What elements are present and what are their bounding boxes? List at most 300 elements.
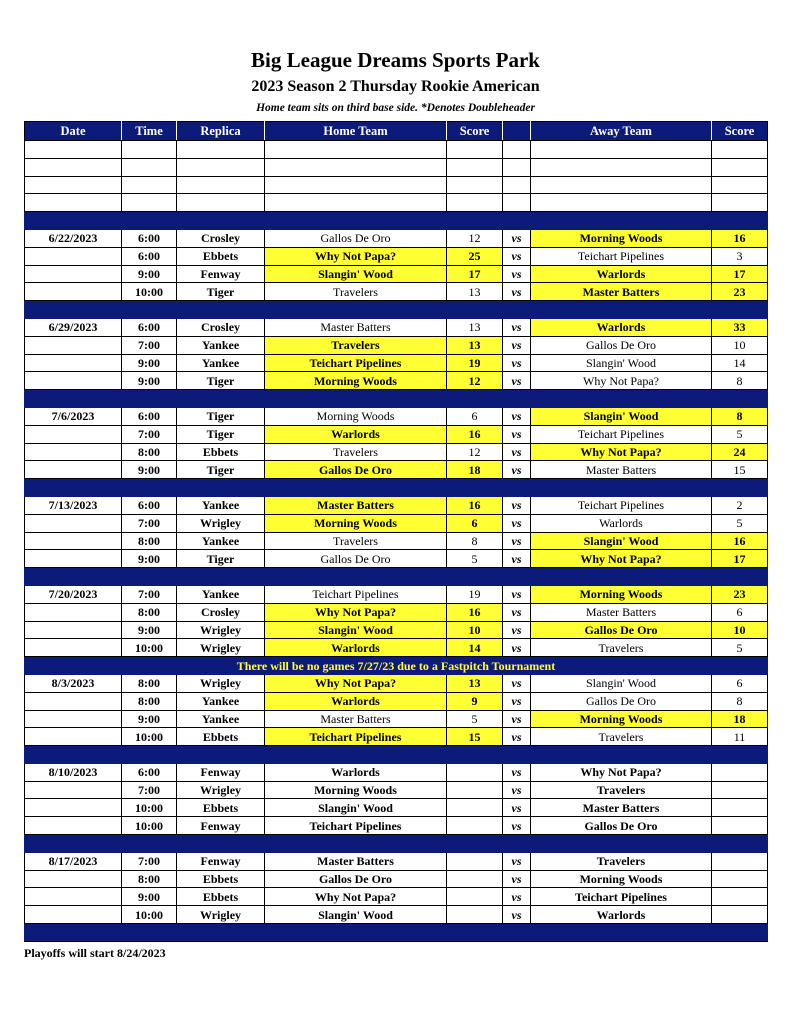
replica-cell: Fenway: [177, 852, 265, 870]
home-team-cell: Slangin' Wood: [265, 621, 447, 639]
home-score-cell: 19: [447, 585, 503, 603]
time-cell: 8:00: [122, 692, 177, 710]
away-score-cell: [712, 888, 768, 906]
blank-row: [25, 158, 768, 176]
time-cell: 7:00: [122, 852, 177, 870]
blank-away-cell: [531, 158, 712, 176]
blank-replica-cell: [177, 141, 265, 159]
col-time: Time: [122, 122, 177, 141]
time-cell: 7:00: [122, 781, 177, 799]
replica-cell: Wrigley: [177, 674, 265, 692]
time-cell: 8:00: [122, 443, 177, 461]
replica-cell: Fenway: [177, 763, 265, 781]
game-row: [25, 461, 768, 479]
home-team-cell: Warlords: [265, 425, 447, 443]
replica-cell: Ebbets: [177, 870, 265, 888]
home-team-cell: Why Not Papa?: [265, 603, 447, 621]
vs-cell: vs: [503, 496, 531, 514]
time-cell: 10:00: [122, 283, 177, 301]
replica-cell: Ebbets: [177, 799, 265, 817]
date-cell: 6/29/2023: [25, 318, 122, 336]
home-score-cell: 25: [447, 247, 503, 265]
replica-cell: Wrigley: [177, 621, 265, 639]
date-cell: [25, 354, 122, 372]
away-team-cell: Slangin' Wood: [531, 407, 712, 425]
vs-cell: vs: [503, 318, 531, 336]
away-score-cell: 23: [712, 283, 768, 301]
away-team-cell: Teichart Pipelines: [531, 247, 712, 265]
away-score-cell: 2: [712, 496, 768, 514]
home-score-cell: [447, 888, 503, 906]
blank-date-cell: [25, 158, 122, 176]
away-team-cell: Warlords: [531, 318, 712, 336]
home-team-cell: Why Not Papa?: [265, 247, 447, 265]
replica-cell: Yankee: [177, 354, 265, 372]
game-row: [25, 372, 768, 390]
blank-vs-cell: [503, 194, 531, 212]
time-cell: 9:00: [122, 621, 177, 639]
blank-away-cell: [531, 141, 712, 159]
game-row: [25, 318, 768, 336]
away-score-cell: 17: [712, 550, 768, 568]
away-score-cell: 33: [712, 318, 768, 336]
time-cell: 6:00: [122, 763, 177, 781]
time-cell: 7:00: [122, 425, 177, 443]
away-score-cell: 16: [712, 229, 768, 247]
time-cell: 9:00: [122, 888, 177, 906]
home-team-cell: Slangin' Wood: [265, 265, 447, 283]
home-team-cell: Teichart Pipelines: [265, 817, 447, 835]
vs-cell: vs: [503, 888, 531, 906]
away-score-cell: [712, 817, 768, 835]
home-team-cell: Why Not Papa?: [265, 674, 447, 692]
game-row: [25, 781, 768, 799]
game-row: [25, 763, 768, 781]
replica-cell: Yankee: [177, 336, 265, 354]
date-cell: [25, 888, 122, 906]
home-score-cell: 6: [447, 514, 503, 532]
vs-cell: vs: [503, 354, 531, 372]
home-team-cell: Travelers: [265, 443, 447, 461]
vs-cell: vs: [503, 514, 531, 532]
replica-cell: Wrigley: [177, 781, 265, 799]
blank-vs-cell: [503, 158, 531, 176]
away-team-cell: Travelers: [531, 728, 712, 746]
date-cell: 7/20/2023: [25, 585, 122, 603]
notice-row: [25, 657, 768, 675]
away-team-cell: Warlords: [531, 906, 712, 924]
away-team-cell: Master Batters: [531, 799, 712, 817]
home-score-cell: 12: [447, 443, 503, 461]
blank-replica-cell: [177, 176, 265, 194]
away-score-cell: [712, 906, 768, 924]
date-cell: [25, 781, 122, 799]
game-row: [25, 603, 768, 621]
date-cell: [25, 710, 122, 728]
away-score-cell: 23: [712, 585, 768, 603]
home-score-cell: 13: [447, 318, 503, 336]
week-separator: [25, 390, 768, 408]
date-cell: [25, 532, 122, 550]
replica-cell: Wrigley: [177, 906, 265, 924]
time-cell: 10:00: [122, 799, 177, 817]
blank-date-cell: [25, 141, 122, 159]
date-cell: [25, 514, 122, 532]
game-row: [25, 407, 768, 425]
vs-cell: vs: [503, 639, 531, 657]
date-cell: [25, 870, 122, 888]
away-score-cell: [712, 852, 768, 870]
away-score-cell: 6: [712, 603, 768, 621]
away-score-cell: 15: [712, 461, 768, 479]
away-team-cell: Master Batters: [531, 283, 712, 301]
date-cell: 8/17/2023: [25, 852, 122, 870]
vs-cell: vs: [503, 603, 531, 621]
away-team-cell: Master Batters: [531, 603, 712, 621]
home-team-cell: Morning Woods: [265, 781, 447, 799]
home-team-cell: Slangin' Wood: [265, 799, 447, 817]
vs-cell: vs: [503, 585, 531, 603]
time-cell: 9:00: [122, 461, 177, 479]
home-score-cell: 10: [447, 621, 503, 639]
away-team-cell: Travelers: [531, 852, 712, 870]
home-team-cell: Gallos De Oro: [265, 870, 447, 888]
blank-vs-cell: [503, 176, 531, 194]
replica-cell: Tiger: [177, 461, 265, 479]
time-cell: 7:00: [122, 514, 177, 532]
away-team-cell: Teichart Pipelines: [531, 888, 712, 906]
home-team-cell: Gallos De Oro: [265, 461, 447, 479]
away-score-cell: [712, 763, 768, 781]
time-cell: 9:00: [122, 372, 177, 390]
vs-cell: vs: [503, 799, 531, 817]
home-team-cell: Teichart Pipelines: [265, 728, 447, 746]
vs-cell: vs: [503, 372, 531, 390]
game-row: [25, 247, 768, 265]
col-home-team: Home Team: [265, 122, 447, 141]
away-team-cell: Slangin' Wood: [531, 674, 712, 692]
away-score-cell: 10: [712, 336, 768, 354]
away-team-cell: Teichart Pipelines: [531, 496, 712, 514]
blank-row: [25, 176, 768, 194]
home-score-cell: 12: [447, 229, 503, 247]
game-row: [25, 674, 768, 692]
away-score-cell: 5: [712, 425, 768, 443]
home-score-cell: 16: [447, 496, 503, 514]
game-row: [25, 799, 768, 817]
date-cell: [25, 443, 122, 461]
week-separator: [25, 479, 768, 497]
home-score-cell: 8: [447, 532, 503, 550]
date-cell: [25, 550, 122, 568]
game-row: [25, 888, 768, 906]
home-score-cell: 15: [447, 728, 503, 746]
away-team-cell: Teichart Pipelines: [531, 425, 712, 443]
away-score-cell: [712, 799, 768, 817]
vs-cell: vs: [503, 247, 531, 265]
week-separator: [25, 924, 768, 942]
away-score-cell: 11: [712, 728, 768, 746]
vs-cell: vs: [503, 407, 531, 425]
replica-cell: Yankee: [177, 692, 265, 710]
home-score-cell: [447, 781, 503, 799]
away-team-cell: Warlords: [531, 265, 712, 283]
time-cell: 10:00: [122, 639, 177, 657]
game-row: [25, 710, 768, 728]
replica-cell: Tiger: [177, 283, 265, 301]
home-team-cell: Teichart Pipelines: [265, 354, 447, 372]
away-team-cell: Morning Woods: [531, 870, 712, 888]
home-score-cell: [447, 852, 503, 870]
week-separator: [25, 568, 768, 586]
date-cell: [25, 799, 122, 817]
home-score-cell: 9: [447, 692, 503, 710]
page-title: Big League Dreams Sports Park: [251, 48, 540, 72]
blank-home-cell: [265, 194, 447, 212]
date-cell: [25, 283, 122, 301]
col-replica: Replica: [177, 122, 265, 141]
vs-cell: vs: [503, 852, 531, 870]
vs-cell: vs: [503, 550, 531, 568]
home-score-cell: [447, 799, 503, 817]
date-cell: [25, 639, 122, 657]
vs-cell: vs: [503, 532, 531, 550]
home-score-cell: 16: [447, 603, 503, 621]
replica-cell: Tiger: [177, 550, 265, 568]
home-score-cell: 16: [447, 425, 503, 443]
away-score-cell: 8: [712, 692, 768, 710]
game-row: [25, 283, 768, 301]
replica-cell: Tiger: [177, 372, 265, 390]
home-team-cell: Gallos De Oro: [265, 550, 447, 568]
home-team-cell: Master Batters: [265, 318, 447, 336]
time-cell: 7:00: [122, 585, 177, 603]
separator-cell: [25, 746, 768, 764]
blank-away-score-cell: [712, 176, 768, 194]
blank-away-score-cell: [712, 141, 768, 159]
away-score-cell: 17: [712, 265, 768, 283]
blank-home-score-cell: [447, 158, 503, 176]
vs-cell: vs: [503, 817, 531, 835]
game-row: [25, 728, 768, 746]
week-separator: [25, 746, 768, 764]
home-team-cell: Travelers: [265, 336, 447, 354]
away-team-cell: Gallos De Oro: [531, 692, 712, 710]
home-team-cell: Warlords: [265, 763, 447, 781]
col-away-team: Away Team: [531, 122, 712, 141]
blank-row: [25, 141, 768, 159]
home-team-cell: Travelers: [265, 283, 447, 301]
blank-date-cell: [25, 176, 122, 194]
home-score-cell: 5: [447, 550, 503, 568]
replica-cell: Crosley: [177, 603, 265, 621]
time-cell: 9:00: [122, 550, 177, 568]
home-score-cell: 6: [447, 407, 503, 425]
home-team-cell: Slangin' Wood: [265, 906, 447, 924]
blank-replica-cell: [177, 158, 265, 176]
vs-cell: vs: [503, 906, 531, 924]
away-team-cell: Why Not Papa?: [531, 763, 712, 781]
replica-cell: Ebbets: [177, 728, 265, 746]
home-score-cell: [447, 817, 503, 835]
away-score-cell: 5: [712, 639, 768, 657]
blank-date-cell: [25, 194, 122, 212]
away-score-cell: [712, 781, 768, 799]
home-team-cell: Master Batters: [265, 710, 447, 728]
date-cell: [25, 817, 122, 835]
schedule-table: [24, 121, 768, 942]
replica-cell: Ebbets: [177, 443, 265, 461]
separator-cell: [25, 212, 768, 230]
time-cell: 8:00: [122, 603, 177, 621]
time-cell: 9:00: [122, 354, 177, 372]
separator-cell: [25, 568, 768, 586]
time-cell: 8:00: [122, 532, 177, 550]
vs-cell: vs: [503, 781, 531, 799]
away-team-cell: Why Not Papa?: [531, 443, 712, 461]
time-cell: 6:00: [122, 247, 177, 265]
home-score-cell: 12: [447, 372, 503, 390]
date-cell: [25, 247, 122, 265]
away-team-cell: Slangin' Wood: [531, 532, 712, 550]
vs-cell: vs: [503, 443, 531, 461]
week-separator: [25, 835, 768, 853]
home-team-cell: Master Batters: [265, 852, 447, 870]
vs-cell: vs: [503, 870, 531, 888]
blank-home-score-cell: [447, 194, 503, 212]
date-cell: 7/13/2023: [25, 496, 122, 514]
home-team-cell: Gallos De Oro: [265, 229, 447, 247]
schedule-body: [25, 141, 768, 942]
game-row: [25, 496, 768, 514]
game-row: [25, 621, 768, 639]
game-row: [25, 817, 768, 835]
blank-away-cell: [531, 194, 712, 212]
away-score-cell: 16: [712, 532, 768, 550]
date-cell: [25, 425, 122, 443]
home-team-cell: Teichart Pipelines: [265, 585, 447, 603]
home-score-cell: [447, 870, 503, 888]
home-score-cell: 14: [447, 639, 503, 657]
date-cell: [25, 336, 122, 354]
game-row: [25, 852, 768, 870]
time-cell: 7:00: [122, 336, 177, 354]
home-score-cell: 19: [447, 354, 503, 372]
blank-time-cell: [122, 158, 177, 176]
game-row: [25, 425, 768, 443]
home-score-cell: 17: [447, 265, 503, 283]
col-away-score: Score: [712, 122, 768, 141]
away-team-cell: Travelers: [531, 639, 712, 657]
home-team-cell: Warlords: [265, 639, 447, 657]
replica-cell: Wrigley: [177, 639, 265, 657]
game-row: [25, 870, 768, 888]
replica-cell: Crosley: [177, 229, 265, 247]
home-score-cell: 5: [447, 710, 503, 728]
blank-home-score-cell: [447, 176, 503, 194]
col-home-score: Score: [447, 122, 503, 141]
vs-cell: vs: [503, 674, 531, 692]
away-team-cell: Gallos De Oro: [531, 817, 712, 835]
away-score-cell: 10: [712, 621, 768, 639]
away-score-cell: 24: [712, 443, 768, 461]
time-cell: 10:00: [122, 817, 177, 835]
blank-time-cell: [122, 176, 177, 194]
blank-away-cell: [531, 176, 712, 194]
away-score-cell: 14: [712, 354, 768, 372]
game-row: [25, 906, 768, 924]
away-team-cell: Warlords: [531, 514, 712, 532]
week-separator: [25, 212, 768, 230]
replica-cell: Ebbets: [177, 888, 265, 906]
away-score-cell: 8: [712, 407, 768, 425]
footer-note: Playoffs will start 8/24/2023: [24, 946, 166, 960]
blank-time-cell: [122, 141, 177, 159]
away-team-cell: Gallos De Oro: [531, 621, 712, 639]
away-team-cell: Master Batters: [531, 461, 712, 479]
date-cell: [25, 906, 122, 924]
time-cell: 10:00: [122, 728, 177, 746]
game-row: [25, 514, 768, 532]
game-row: [25, 229, 768, 247]
blank-home-cell: [265, 176, 447, 194]
separator-cell: [25, 479, 768, 497]
vs-cell: vs: [503, 336, 531, 354]
blank-home-score-cell: [447, 141, 503, 159]
home-score-cell: [447, 906, 503, 924]
away-score-cell: 18: [712, 710, 768, 728]
game-row: [25, 354, 768, 372]
vs-cell: vs: [503, 283, 531, 301]
home-score-cell: 13: [447, 674, 503, 692]
away-score-cell: 5: [712, 514, 768, 532]
col-vs: [503, 122, 531, 141]
home-score-cell: 13: [447, 336, 503, 354]
replica-cell: Ebbets: [177, 247, 265, 265]
separator-cell: [25, 390, 768, 408]
time-cell: 8:00: [122, 674, 177, 692]
separator-cell: [25, 924, 768, 942]
home-team-cell: Master Batters: [265, 496, 447, 514]
header-row: [25, 122, 768, 141]
game-row: [25, 585, 768, 603]
vs-cell: vs: [503, 692, 531, 710]
separator-cell: [25, 835, 768, 853]
date-cell: [25, 692, 122, 710]
page-subtitle: 2023 Season 2 Thursday Rookie American: [251, 78, 540, 95]
blank-vs-cell: [503, 141, 531, 159]
away-team-cell: Travelers: [531, 781, 712, 799]
date-cell: [25, 621, 122, 639]
blank-time-cell: [122, 194, 177, 212]
home-score-cell: [447, 763, 503, 781]
vs-cell: vs: [503, 265, 531, 283]
away-team-cell: Morning Woods: [531, 585, 712, 603]
blank-home-cell: [265, 158, 447, 176]
replica-cell: Tiger: [177, 407, 265, 425]
away-score-cell: 8: [712, 372, 768, 390]
time-cell: 8:00: [122, 870, 177, 888]
time-cell: 6:00: [122, 496, 177, 514]
game-row: [25, 639, 768, 657]
home-team-cell: Morning Woods: [265, 407, 447, 425]
date-cell: 7/6/2023: [25, 407, 122, 425]
game-row: [25, 692, 768, 710]
away-team-cell: Slangin' Wood: [531, 354, 712, 372]
date-cell: 6/22/2023: [25, 229, 122, 247]
blank-replica-cell: [177, 194, 265, 212]
replica-cell: Fenway: [177, 265, 265, 283]
